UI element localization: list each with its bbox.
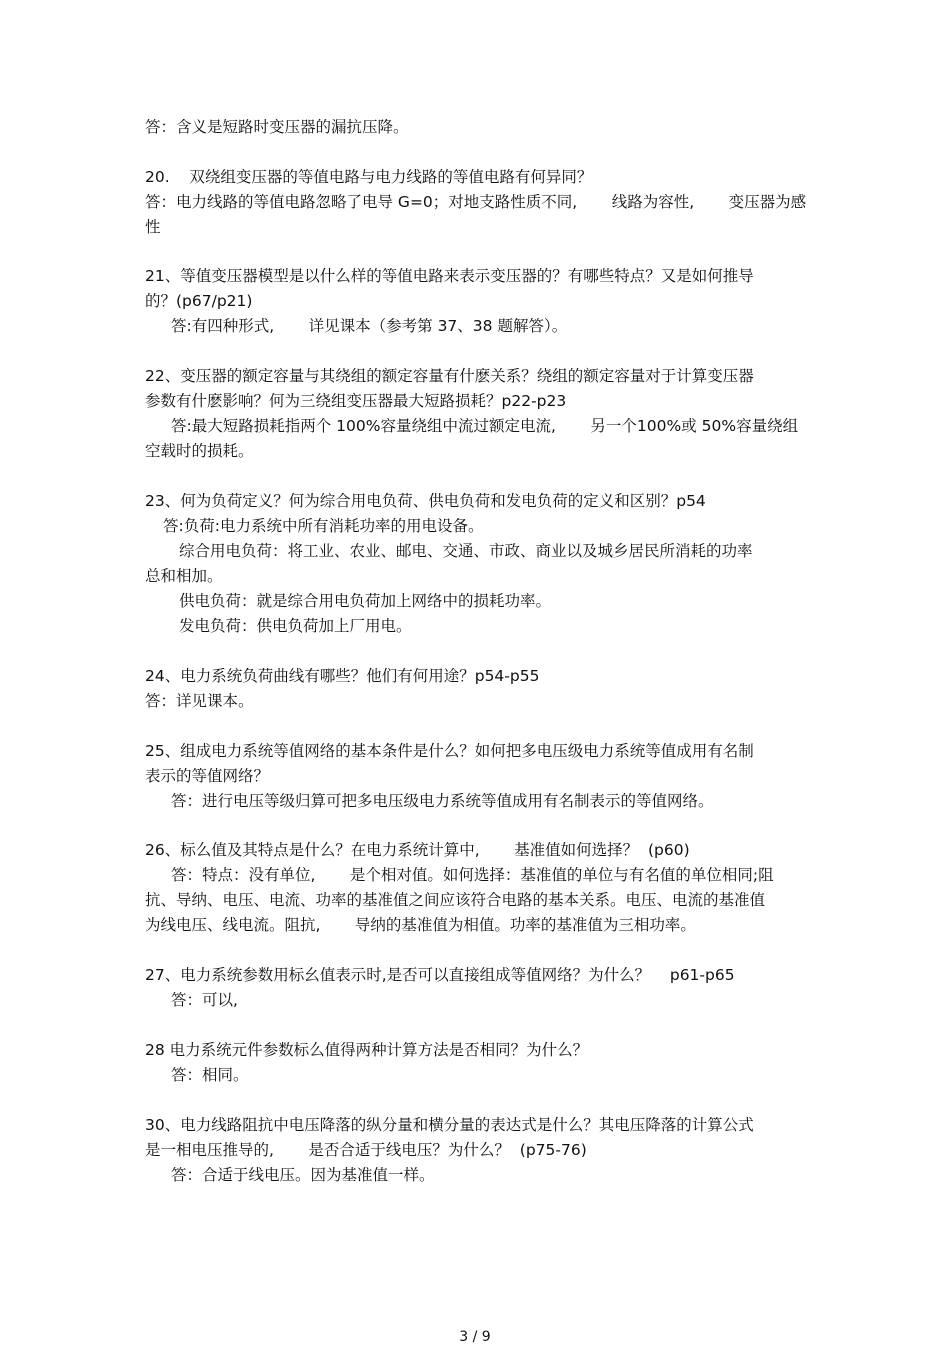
question-27: 27、电力系统参数用标幺值表示时,是否可以直接组成等值网络？为什么？ p61-p65 bbox=[145, 966, 735, 984]
answer-23-supply: 供电负荷：就是综合用电负荷加上网络中的损耗功率。 bbox=[179, 592, 552, 610]
answer-30: 答：合适于线电压。因为基准值一样。 bbox=[171, 1166, 435, 1184]
question-20: 20. 双绕组变压器的等值电路与电力线路的等值电路有何异同？ bbox=[145, 168, 593, 186]
answer-23-composite-line-1: 综合用电负荷：将工业、农业、邮电、交通、市政、商业以及城乡居民所消耗的功率 bbox=[179, 542, 753, 560]
question-21-line-1: 21、等值变压器模型是以什么样的等值电路来表示变压器的？有哪些特点？又是如何推导 bbox=[145, 267, 754, 285]
question-26: 26、标么值及其特点是什么？在电力系统计算中, 基准值如何选择？ (p60) bbox=[145, 841, 690, 859]
page-number: 3 / 9 bbox=[459, 1329, 491, 1345]
question-22-line-2: 参数有什麽影响？何为三绕组变压器最大短路损耗？p22-p23 bbox=[145, 392, 567, 410]
question-21-line-2: 的？(p67/p21) bbox=[145, 292, 253, 310]
answer-26-line-3: 为线电压、线电流。阻抗, 导纳的基准值为相值。功率的基准值为三相功率。 bbox=[145, 916, 696, 934]
answer-22-line-1: 答:最大短路损耗指两个 100%容量绕组中流过额定电流, 另一个100%或 50%容量绕组 bbox=[171, 417, 799, 435]
question-30-line-2: 是一相电压推导的, 是否合适于线电压？为什么？ (p75-76) bbox=[145, 1141, 587, 1159]
question-25-line-1: 25、组成电力系统等值网络的基本条件是什么？如何把多电压级电力系统等值成用有名制 bbox=[145, 742, 754, 760]
answer-26-line-1: 答：特点：没有单位, 是个相对值。如何选择：基准值的单位与有名值的单位相同;阻 bbox=[171, 866, 774, 884]
question-23: 23、何为负荷定义？何为综合用电负荷、供电负荷和发电负荷的定义和区别？p54 bbox=[145, 492, 706, 510]
answer-22-line-2: 空载时的损耗。 bbox=[145, 442, 254, 460]
question-28: 28 电力系统元件参数标么值得两种计算方法是否相同？为什么？ bbox=[145, 1041, 589, 1059]
answer-28: 答：相同。 bbox=[171, 1066, 249, 1084]
answer-26-line-2: 抗、导纳、电压、电流、功率的基准值之间应该符合电路的基本关系。电压、电流的基准值 bbox=[145, 891, 766, 909]
answer-23-load: 答:负荷:电力系统中所有消耗功率的用电设备。 bbox=[163, 517, 484, 535]
answer-25: 答：进行电压等级归算可把多电压级电力系统等值成用有名制表示的等值网络。 bbox=[171, 792, 714, 810]
answer-20-line-1: 答：电力线路的等值电路忽略了电导 G=0；对地支路性质不同, 线路为容性, 变压器为感 bbox=[145, 193, 807, 211]
answer-23-composite-line-2: 总和相加。 bbox=[145, 567, 223, 585]
answer-20-line-2: 性 bbox=[145, 218, 161, 236]
answer-24: 答：详见课本。 bbox=[145, 692, 254, 710]
answer-27: 答：可以, bbox=[171, 991, 238, 1009]
answer-19-line: 答：含义是短路时变压器的漏抗压降。 bbox=[145, 118, 409, 136]
question-22-line-1: 22、变压器的额定容量与其绕组的额定容量有什麽关系？绕组的额定容量对于计算变压器 bbox=[145, 367, 754, 385]
answer-21: 答:有四种形式, 详见课本（参考第 37、38 题解答）。 bbox=[171, 317, 568, 335]
answer-23-generation: 发电负荷：供电负荷加上厂用电。 bbox=[179, 617, 412, 635]
question-25-line-2: 表示的等值网络？ bbox=[145, 767, 270, 785]
question-24: 24、电力系统负荷曲线有哪些？他们有何用途？p54-p55 bbox=[145, 667, 540, 685]
question-30-line-1: 30、电力线路阻抗中电压降落的纵分量和横分量的表达式是什么？其电压降落的计算公式 bbox=[145, 1116, 754, 1134]
